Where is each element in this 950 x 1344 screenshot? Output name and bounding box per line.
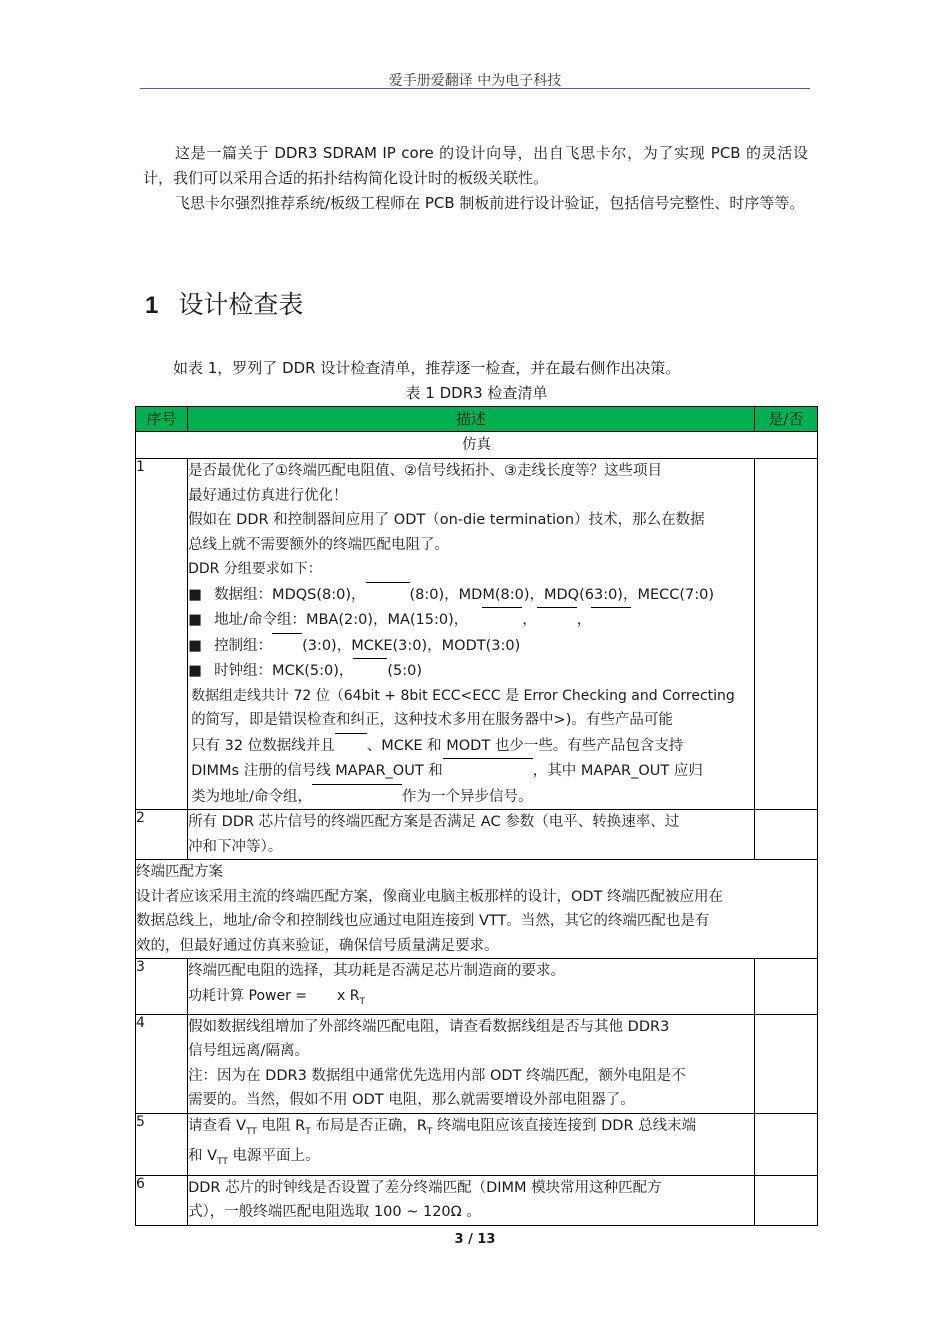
section-number: 1 — [145, 292, 159, 319]
row-yes-no-cell[interactable] — [754, 1014, 817, 1113]
overline-signal — [312, 784, 402, 801]
overline-signal — [591, 607, 631, 624]
group-address: ■ 地址/命令组：MBA(2:0)，MA(15:0)， ， ， — [188, 607, 754, 633]
page-number: 3 / 13 — [454, 1232, 496, 1247]
table-row — [136, 810, 818, 860]
table-header-row — [136, 407, 818, 432]
header-no: 序号 — [136, 407, 188, 432]
bullet-icon: ■ — [188, 663, 202, 679]
row-yes-no-cell[interactable] — [754, 1175, 817, 1225]
bullet-icon: ■ — [188, 612, 202, 628]
header-desc: 描述 — [188, 407, 755, 432]
termination-note: 终端匹配方案 设计者应该采用主流的终端匹配方案，像商业电脑主板那样的设计，ODT 终端匹配被应用在 数据总线上，地址/命令和控制线也应通过电阻连接到 VTT。当然，其它的终端匹配也是有 效的，但最好通过仿真来验证，确保信号质量满足要求。 — [136, 860, 818, 959]
header-yn: 是/否 — [754, 407, 817, 432]
row-yes-no-cell[interactable] — [754, 810, 817, 860]
row-yes-no-cell[interactable] — [754, 459, 817, 810]
row-number: 4 — [136, 1014, 188, 1113]
row-description: DDR 芯片的时钟线是否设置了差分终端匹配（DIMM 模块常用这种匹配方 式），一般终端匹配电阻选取 100 ~ 120Ω 。 — [188, 1175, 755, 1225]
section-row-simulation — [136, 432, 818, 459]
section-heading — [145, 285, 303, 321]
overline-signal — [353, 658, 387, 675]
row-description: 终端匹配电阻的选择，其功耗是否满足芯片制造商的要求。 功耗计算 Power = x $R_T$ — [188, 959, 755, 1015]
table-row — [136, 1113, 818, 1175]
intro-paragraph-2: 飞思卡尔强烈推荐系统/板级工程师在 PCB 制板前进行设计验证，包括信号完整性、时序等等。 — [175, 194, 805, 212]
table-caption: 表 1 DDR3 检查清单 — [405, 384, 548, 402]
lead-paragraph: 如表 1，罗列了 DDR 设计检查清单，推荐逐一检查，并在最右侧作出决策。 — [173, 359, 681, 377]
intro-text — [143, 141, 808, 216]
section-title: 设计检查表 — [178, 290, 304, 319]
termination-title: 终端匹配方案 — [136, 864, 223, 880]
table-row — [136, 1014, 818, 1113]
bullet-icon: ■ — [188, 637, 202, 654]
overline-signal — [443, 758, 533, 775]
group-clock: ■ 时钟组：MCK(5:0)， (5:0) — [188, 658, 754, 684]
overline-signal — [335, 733, 367, 750]
overline-signal — [537, 607, 577, 624]
simulation-label: 仿真 — [136, 432, 818, 459]
row-description: 请查看 $V_{TT}$ 电阻 $R_T$ 布局是否正确，$R_T$ 终端电阻应该直接连接到 DDR 总线末端 和 $V_{TT}$ 电源平面上。 — [188, 1113, 755, 1175]
row-number: 1 — [136, 459, 188, 810]
row-yes-no-cell[interactable] — [754, 1113, 817, 1175]
row-yes-no-cell[interactable] — [754, 959, 817, 1015]
group-control: ■ 控制组： (3:0)，MCKE(3:0)，MODT(3:0) — [188, 633, 754, 659]
row-description: 所有 DDR 芯片信号的终端匹配方案是否满足 AC 参数（电平、转换速率、过 冲和下冲等）。 — [188, 810, 755, 860]
table-row — [136, 959, 818, 1015]
section-row-termination — [136, 860, 818, 959]
table-row — [136, 459, 818, 810]
overline-signal — [482, 607, 522, 624]
row-number: 6 — [136, 1175, 188, 1225]
overline-signal — [366, 582, 410, 599]
header-rule — [140, 88, 810, 89]
intro-paragraph-1: 这是一篇关于 DDR3 SDRAM IP core 的设计向导，出自飞思卡尔，为了实现 PCB 的灵活设计，我们可以采用合适的拓扑结构简化设计时的板级关联性。 — [143, 144, 808, 187]
row-number: 3 — [136, 959, 188, 1015]
overline-signal — [272, 633, 302, 650]
row-description: 假如数据线组增加了外部终端匹配电阻，请查看数据线组是否与其他 DDR3 信号组远离/隔离。 注：因为在 DDR3 数据组中通常优先选用内部 ODT 终端匹配，额外电阻是不 需要的。当然，假如不用 ODT 电阻，那么就需要增设外部电阻器了。 — [188, 1014, 755, 1113]
row-number: 2 — [136, 810, 188, 860]
row-description: 是否最优化了①终端匹配电阻值、②信号线拓扑、③走线长度等？这些项目 最好通过仿真进行优化！ 假如在 DDR 和控制器间应用了 ODT（on-die termination）技术，那么在数据 总线上就不需要额外的终端匹配电阻了。 DDR 分组要求如下： ■ 数据组：MDQS(8:0)， (8:0)，MDM(8:0)，MDQ(63:0)，MECC(7:0) ■ 地址/命令组：MBA(2:0)，MA(15:0)， ， ， ■ 控制组： (3:0)，MCKE(3:0)，MODT(3:0) ■ 时钟组：MCK(5:0)， (5:0) 数据组走线共计 72 位（64bit + 8bit ECC<ECC 是 Error Checking and Correcting 的简写，即是错误检查和纠正，这种技术多用在服务器中>)。有些产品可能 只有 32 位数据线并且 、MCKE 和 MODT 也少一些。有些产品包含支持 DIMMs 注册的信号线 MAPAR_OUT 和 ，其中 MAPAR_OUT 应归 类为地址/命令组， 作为一个异步信号。 — [188, 459, 755, 810]
checklist-table — [135, 406, 818, 1226]
table-row — [136, 1175, 818, 1225]
bullet-icon: ■ — [188, 586, 202, 603]
page-header: 爱手册爱翻译 中为电子科技 — [388, 73, 562, 89]
row-number: 5 — [136, 1113, 188, 1175]
group-data: ■ 数据组：MDQS(8:0)， (8:0)，MDM(8:0)，MDQ(63:0)，MECC(7:0) — [188, 582, 754, 608]
